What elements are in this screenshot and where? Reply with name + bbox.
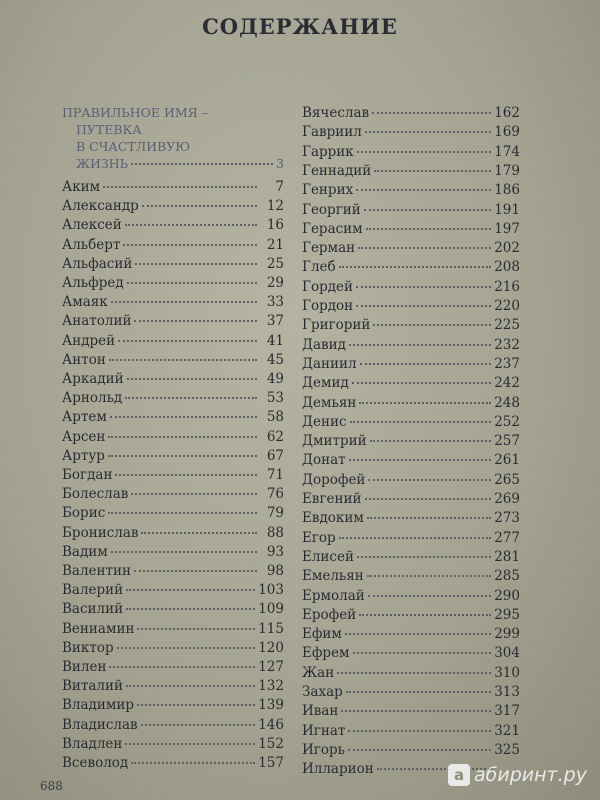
preface-line-3: В СЧАСТЛИВУЮ xyxy=(76,139,191,154)
toc-entry xyxy=(62,428,284,447)
entry-name: Иван xyxy=(302,703,339,720)
entry-name: Аким xyxy=(62,179,101,195)
preface-line-2: ПУТЕВКА xyxy=(76,122,142,137)
toc-entry xyxy=(302,548,520,567)
entry-name: Геннадий xyxy=(302,162,372,179)
toc-entry xyxy=(62,735,284,754)
leader-dots xyxy=(126,607,255,610)
entry-name: Герасим xyxy=(302,220,363,237)
entry-page: 295 xyxy=(494,606,520,623)
leader-dots xyxy=(103,185,257,188)
watermark xyxy=(448,764,587,786)
leader-dots xyxy=(357,150,492,153)
entry-name: Герман xyxy=(302,240,356,257)
entry-page: 12 xyxy=(266,198,284,215)
toc-entry xyxy=(302,587,520,606)
toc-entry xyxy=(62,543,284,562)
leader-dots xyxy=(364,208,491,211)
entry-page: 265 xyxy=(494,471,520,488)
entry-page: 242 xyxy=(494,375,520,392)
entry-page: 53 xyxy=(266,390,284,407)
entry-page: 139 xyxy=(258,697,284,714)
entry-page: 281 xyxy=(494,548,520,565)
entry-name: Георгий xyxy=(302,201,361,218)
leader-dots xyxy=(108,511,257,514)
toc-entry xyxy=(62,408,284,427)
toc-entry xyxy=(62,562,284,581)
toc-entry xyxy=(62,236,284,255)
entry-page: 208 xyxy=(494,259,520,276)
leader-dots xyxy=(357,555,491,558)
entry-page: 132 xyxy=(258,678,284,695)
toc-entry xyxy=(62,581,284,600)
entry-page: 220 xyxy=(494,298,520,314)
entry-page: 257 xyxy=(494,433,520,450)
entry-page: 225 xyxy=(494,317,520,334)
entry-name: Гаррик xyxy=(302,143,354,160)
leader-dots xyxy=(141,723,256,726)
toc-entry xyxy=(62,716,284,735)
entry-page: 277 xyxy=(494,529,520,546)
toc-entry xyxy=(302,336,520,355)
entry-page: 237 xyxy=(494,355,520,372)
page-title: СОДЕРЖАНИЕ xyxy=(202,14,398,39)
entry-page: 216 xyxy=(494,278,520,295)
entry-name: Артем xyxy=(62,409,107,426)
entry-page: 232 xyxy=(494,336,520,353)
toc-entry xyxy=(302,567,520,586)
entry-name: Владислав xyxy=(62,716,138,733)
entry-page: 103 xyxy=(258,582,284,599)
toc-entry xyxy=(62,178,284,197)
leader-dots xyxy=(365,130,491,133)
toc-entry xyxy=(302,374,520,393)
entry-page: 98 xyxy=(266,563,284,579)
leader-dots xyxy=(111,300,257,303)
entry-name: Давид xyxy=(302,336,346,353)
toc-entry xyxy=(302,278,520,297)
toc-entry xyxy=(302,702,520,721)
entry-name: Алексей xyxy=(62,217,122,234)
entry-name: Захар xyxy=(302,684,343,700)
leader-dots xyxy=(123,243,257,246)
entry-page: 62 xyxy=(266,428,284,445)
entry-name: Болеслав xyxy=(62,486,129,503)
watermark-text: абиринт.ру xyxy=(474,764,587,786)
entry-name: Богдан xyxy=(62,467,113,483)
entry-page: 25 xyxy=(266,255,284,272)
leader-dots xyxy=(118,339,257,342)
entry-name: Егор xyxy=(302,529,336,546)
preface-line-4 xyxy=(62,155,284,172)
toc-entry xyxy=(62,696,284,715)
toc-entry xyxy=(302,201,520,220)
leader-dots xyxy=(350,420,492,423)
toc-entry xyxy=(302,490,520,509)
entry-page: 197 xyxy=(494,220,520,237)
toc-entry xyxy=(62,274,284,293)
leader-dots xyxy=(142,204,257,207)
leader-dots xyxy=(108,454,257,457)
entry-page: 285 xyxy=(494,568,520,585)
entry-page: 317 xyxy=(494,703,520,720)
entry-name: Вениамин xyxy=(62,620,135,637)
entry-page: 321 xyxy=(494,722,520,739)
entry-page: 93 xyxy=(266,543,284,560)
entry-page: 169 xyxy=(494,124,520,141)
leader-dots xyxy=(359,401,491,404)
leader-dots xyxy=(348,748,491,751)
entry-name: Вячеслав xyxy=(302,105,370,121)
toc-entry xyxy=(62,447,284,466)
toc-entry xyxy=(302,683,520,702)
toc-entry xyxy=(302,644,520,663)
toc-entry xyxy=(62,293,284,312)
leader-dots xyxy=(108,435,257,438)
entry-name: Елисей xyxy=(302,548,354,565)
leader-dots xyxy=(345,632,491,635)
leader-dots xyxy=(127,377,257,380)
entry-page: 58 xyxy=(266,409,284,426)
entry-name: Жан xyxy=(302,664,335,681)
leader-dots xyxy=(356,304,491,307)
toc-entry xyxy=(62,312,284,331)
entry-name: Демид xyxy=(302,375,349,392)
leader-dots xyxy=(126,588,255,591)
entry-page: 252 xyxy=(494,413,520,430)
leader-dots xyxy=(370,439,492,442)
leader-dots xyxy=(367,574,491,577)
entry-name: Игнат xyxy=(302,722,346,739)
leader-dots xyxy=(341,709,491,712)
entry-name: Альберт xyxy=(62,236,121,253)
entry-name: Валерий xyxy=(62,582,124,599)
entry-page: 310 xyxy=(494,664,520,681)
entry-page: 33 xyxy=(266,294,284,311)
toc-entry xyxy=(62,754,284,773)
leader-dots xyxy=(337,671,491,674)
entry-page: 37 xyxy=(266,313,284,330)
toc-entry xyxy=(302,509,520,528)
entry-name: Гордон xyxy=(302,298,354,314)
page-number: 688 xyxy=(40,779,63,793)
entry-name: Гавриил xyxy=(302,124,362,141)
entry-page: 152 xyxy=(258,735,284,752)
leader-dots xyxy=(368,594,491,597)
toc-entry xyxy=(62,485,284,504)
leader-dots xyxy=(356,188,491,191)
entry-page: 186 xyxy=(494,182,520,199)
entry-page: 49 xyxy=(266,371,284,387)
toc-entry xyxy=(62,466,284,485)
entry-name: Аркадий xyxy=(62,371,124,387)
entry-page: 29 xyxy=(266,275,284,291)
entry-page: 202 xyxy=(494,240,520,257)
entry-page: 162 xyxy=(494,105,520,121)
leader-dots xyxy=(373,323,491,326)
entry-name: Григорий xyxy=(302,317,371,334)
entry-name: Владимир xyxy=(62,697,134,714)
leader-dots xyxy=(135,262,257,265)
leader-dots xyxy=(117,646,256,649)
entry-name: Дмитрий xyxy=(302,433,367,450)
leader-dots xyxy=(134,319,257,322)
entry-page: 16 xyxy=(266,217,284,234)
entry-name: Альфасий xyxy=(62,255,133,272)
entry-page: 325 xyxy=(494,741,520,758)
toc-entry xyxy=(62,332,284,351)
toc-entry xyxy=(302,471,520,490)
leader-dots xyxy=(349,343,491,346)
entry-name: Вадим xyxy=(62,543,108,560)
entry-page: 191 xyxy=(494,201,520,218)
leader-dots xyxy=(125,396,257,399)
entry-name: Виталий xyxy=(62,678,124,695)
toc-entry xyxy=(302,220,520,239)
toc-entry xyxy=(62,639,284,658)
toc-entry xyxy=(302,529,520,548)
entry-name: Ерофей xyxy=(302,606,357,623)
entry-page: 88 xyxy=(266,524,284,541)
toc-entry xyxy=(302,123,520,142)
entry-name: Альфред xyxy=(62,275,124,291)
entry-name: Ефим xyxy=(302,626,342,643)
entry-page: 146 xyxy=(258,716,284,733)
entry-name: Донат xyxy=(302,452,346,469)
entry-name: Илларион xyxy=(302,761,374,778)
entry-name: Глеб xyxy=(302,259,336,276)
entry-page: 71 xyxy=(266,467,284,483)
leader-dots xyxy=(374,169,491,172)
entry-page: 115 xyxy=(258,620,284,637)
entry-page: 120 xyxy=(258,639,284,656)
entry-page: 248 xyxy=(494,394,520,411)
preface-last-word: ЖИЗНЬ xyxy=(76,156,129,171)
entry-page: 304 xyxy=(494,645,520,662)
toc-entry xyxy=(62,600,284,619)
entry-name: Вилен xyxy=(62,659,107,675)
entry-page: 41 xyxy=(266,332,284,349)
leader-dots xyxy=(125,223,257,226)
entry-name: Бронислав xyxy=(62,524,139,541)
entry-name: Борис xyxy=(62,505,106,522)
entry-name: Генрих xyxy=(302,182,354,199)
entry-name: Игорь xyxy=(302,741,345,758)
leader-dots xyxy=(349,458,492,461)
leader-dots xyxy=(134,569,257,572)
entry-name: Евдоким xyxy=(302,510,364,527)
entry-page: 76 xyxy=(266,486,284,503)
preface-page: 3 xyxy=(276,156,284,171)
leader-dots xyxy=(131,761,255,764)
entry-name: Андрей xyxy=(62,332,116,349)
entry-name: Ефрем xyxy=(302,645,350,662)
entry-name: Демьян xyxy=(302,394,357,411)
leader-dots xyxy=(339,265,492,268)
leader-dots xyxy=(352,381,491,384)
leader-dots xyxy=(137,703,255,706)
entry-name: Дорофей xyxy=(302,471,366,488)
entry-name: Арнольд xyxy=(62,390,123,407)
preface-entry xyxy=(62,104,284,172)
leader-dots xyxy=(131,492,257,495)
leader-dots xyxy=(360,362,492,365)
leader-dots xyxy=(125,742,255,745)
leader-dots xyxy=(348,729,491,732)
toc-entry xyxy=(302,451,520,470)
toc-entry xyxy=(62,255,284,274)
leader-dots xyxy=(365,497,492,500)
toc-entry xyxy=(302,297,520,316)
entry-name: Валентин xyxy=(62,563,131,579)
entry-page: 45 xyxy=(266,351,284,368)
entry-page: 21 xyxy=(266,236,284,253)
leader-dots xyxy=(353,651,492,654)
leader-dots xyxy=(346,690,491,693)
entry-name: Всеволод xyxy=(62,755,129,771)
toc-entry xyxy=(302,625,520,644)
leader-dots xyxy=(368,478,491,481)
toc-entry xyxy=(62,351,284,370)
entry-page: 174 xyxy=(494,143,520,160)
toc-entry xyxy=(62,389,284,408)
leader-dots xyxy=(366,227,492,230)
leader-dots xyxy=(110,415,257,418)
toc-entry xyxy=(62,658,284,677)
toc-entry xyxy=(302,316,520,335)
entry-name: Владлен xyxy=(62,735,123,752)
entry-page: 67 xyxy=(266,447,284,464)
entry-name: Денис xyxy=(302,413,347,430)
toc-entry xyxy=(62,504,284,523)
entry-name: Ермолай xyxy=(302,587,365,604)
toc-entry xyxy=(302,606,520,625)
leader-dots xyxy=(126,684,255,687)
entry-name: Антон xyxy=(62,351,106,368)
toc-entry xyxy=(302,104,520,123)
toc-entry xyxy=(302,741,520,760)
entry-name: Александр xyxy=(62,198,139,215)
leader-dots xyxy=(109,358,257,361)
entry-name: Василий xyxy=(62,601,124,618)
entry-page: 109 xyxy=(258,601,284,618)
entry-page: 179 xyxy=(494,162,520,179)
entry-name: Емельян xyxy=(302,568,364,585)
entry-page: 313 xyxy=(494,684,520,700)
toc-entry xyxy=(302,664,520,683)
entry-page: 269 xyxy=(494,491,520,507)
entry-page: 273 xyxy=(494,510,520,527)
leader-dots xyxy=(358,246,491,249)
labirint-logo-icon: а xyxy=(448,764,470,786)
entry-page: 79 xyxy=(266,505,284,522)
leader-dots xyxy=(339,536,492,539)
toc-entry xyxy=(302,394,520,413)
entry-name: Виктор xyxy=(62,639,114,656)
toc-entry xyxy=(62,370,284,389)
entry-name: Гордей xyxy=(302,278,354,295)
toc-entry xyxy=(302,143,520,162)
preface-line-1: ПРАВИЛЬНОЕ ИМЯ – xyxy=(62,105,208,120)
toc-entry xyxy=(302,722,520,741)
toc-entry xyxy=(302,239,520,258)
toc-entry xyxy=(302,432,520,451)
leader-dots xyxy=(109,665,255,668)
leader-dots xyxy=(111,550,257,553)
entry-name: Даниил xyxy=(302,355,357,372)
toc-entry xyxy=(62,216,284,235)
toc-entry xyxy=(62,197,284,216)
leader-dots xyxy=(115,473,257,476)
toc-entry xyxy=(302,413,520,432)
leader-dots xyxy=(127,281,257,284)
entry-page: 290 xyxy=(494,587,520,604)
entry-page: 157 xyxy=(258,755,284,771)
toc-entry xyxy=(302,355,520,374)
leader-dots xyxy=(372,111,491,114)
leader-dots xyxy=(131,162,273,165)
entry-name: Анатолий xyxy=(62,313,132,330)
entry-page: 261 xyxy=(494,452,520,469)
toc-entry xyxy=(62,524,284,543)
entry-name: Амаяк xyxy=(62,294,108,311)
entry-page: 127 xyxy=(258,659,284,675)
leader-dots xyxy=(367,516,491,519)
entry-name: Евгений xyxy=(302,491,362,507)
entry-name: Арсен xyxy=(62,428,106,445)
entry-name: Артур xyxy=(62,447,105,464)
leader-dots xyxy=(359,613,491,616)
leader-dots xyxy=(141,531,257,534)
toc-entry xyxy=(62,677,284,696)
leader-dots xyxy=(356,285,491,288)
toc-entry xyxy=(302,181,520,200)
entry-page: 299 xyxy=(494,626,520,643)
toc-entry xyxy=(62,620,284,639)
toc-entry xyxy=(302,162,520,181)
toc-entry xyxy=(302,258,520,277)
leader-dots xyxy=(137,627,255,630)
entry-page: 7 xyxy=(275,179,284,195)
